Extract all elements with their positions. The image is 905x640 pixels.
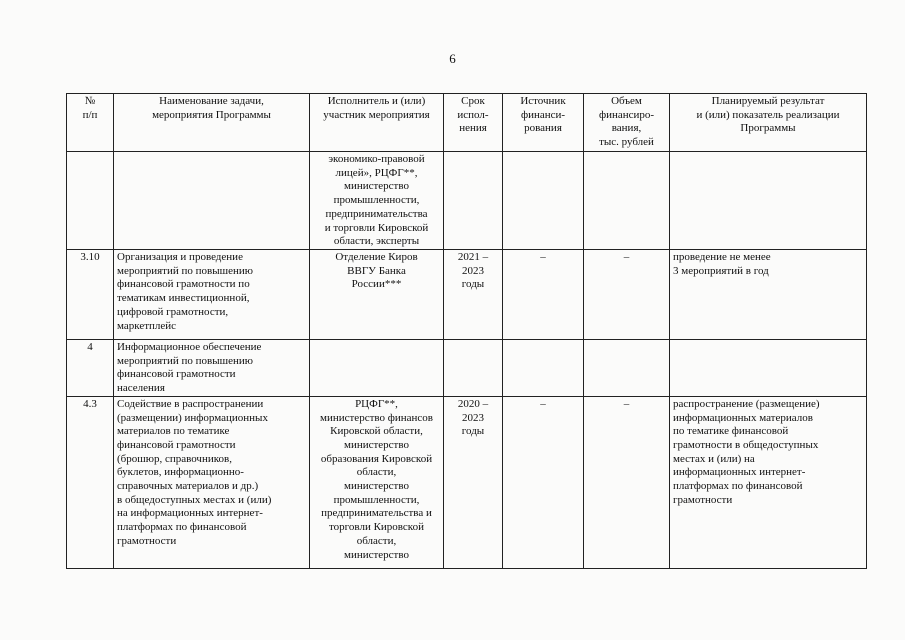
cell-volume: – — [584, 250, 670, 340]
cell-volume — [584, 152, 670, 250]
cell-executor — [310, 340, 444, 397]
cell-task — [114, 152, 310, 250]
cell-num: 3.10 — [67, 250, 114, 340]
cell-result: проведение не менее 3 мероприятий в год — [670, 250, 867, 340]
header-num: № п/п — [67, 94, 114, 152]
cell-result — [670, 152, 867, 250]
cell-executor: РЦФГ**, министерство финансов Кировской области, министерство образования Кировской области, министерство промышленности, предпринимательства и торговли Кировской области, министерство — [310, 396, 444, 568]
header-result: Планируемый результат и (или) показатель реализации Программы — [670, 94, 867, 152]
cell-term: 2020 – 2023 годы — [444, 396, 503, 568]
cell-result — [670, 340, 867, 397]
table-header-row — [67, 94, 867, 152]
cell-volume: – — [584, 396, 670, 568]
cell-source — [503, 340, 584, 397]
cell-task: Организация и проведение мероприятий по повышению финансовой грамотности по тематикам инвестиционной, цифровой грамотности, маркетплейс — [114, 250, 310, 340]
table-row — [67, 152, 867, 250]
cell-num: 4 — [67, 340, 114, 397]
table-row — [67, 340, 867, 397]
cell-volume — [584, 340, 670, 397]
cell-num — [67, 152, 114, 250]
header-source: Источник финанси- рования — [503, 94, 584, 152]
cell-task: Информационное обеспечение мероприятий по повышению финансовой грамотности населения — [114, 340, 310, 397]
header-volume: Объем финансиро- вания, тыс. рублей — [584, 94, 670, 152]
cell-source: – — [503, 250, 584, 340]
cell-executor: экономико-правовой лицей», РЦФГ**, министерство промышленности, предпринимательства и торговли Кировской области, эксперты — [310, 152, 444, 250]
cell-term — [444, 340, 503, 397]
cell-task: Содействие в распространении (размещении) информационных материалов по тематике финансовой грамотности (брошюр, справочников, буклетов, информационно- справочных материалов и др.) в общедоступных местах и (или) на информационных интернет- платформах по финансовой грамотности — [114, 396, 310, 568]
cell-term — [444, 152, 503, 250]
cell-source — [503, 152, 584, 250]
table-row — [67, 396, 867, 568]
program-activities-table — [66, 93, 867, 569]
cell-num: 4.3 — [67, 396, 114, 568]
header-term: Срок испол- нения — [444, 94, 503, 152]
header-executor: Исполнитель и (или) участник мероприятия — [310, 94, 444, 152]
cell-result: распространение (размещение) информационных материалов по тематике финансовой грамотности в общедоступных местах и (или) на информационных интернет- платформах по финансовой грамотности — [670, 396, 867, 568]
header-task: Наименование задачи, мероприятия Программы — [114, 94, 310, 152]
cell-source: – — [503, 396, 584, 568]
cell-term: 2021 – 2023 годы — [444, 250, 503, 340]
cell-executor: Отделение Киров ВВГУ Банка России*** — [310, 250, 444, 340]
table-row — [67, 250, 867, 340]
page-number: 6 — [449, 51, 456, 66]
